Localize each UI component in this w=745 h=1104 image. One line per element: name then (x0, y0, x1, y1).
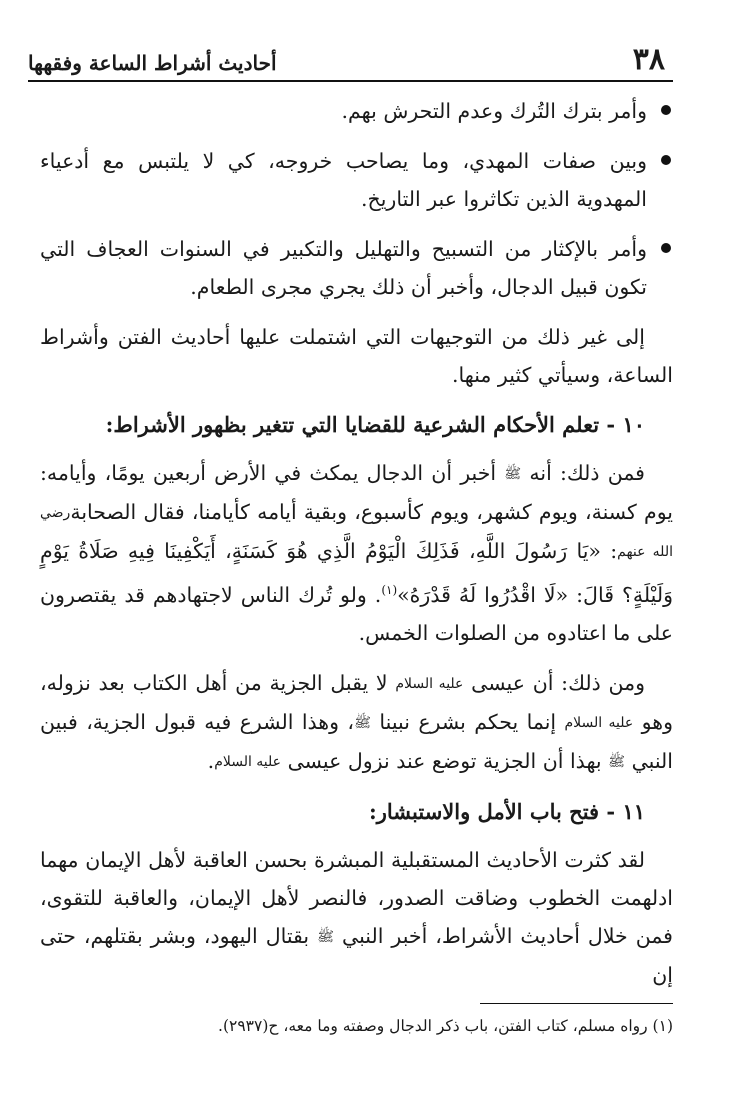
salawat-glyph: ﷺ (317, 928, 335, 945)
bullet-item: وأمر بالإكثار من التسبيح والتهليل والتكبير في السنوات العجاف التي تكون قبيل الدجال، وأخبر أن ذلك يجري مجرى الطعام. (40, 230, 647, 306)
page-number: ٣٨ (632, 42, 665, 77)
footnote: (١) رواه مسلم، كتاب الفتن، باب ذكر الدجال وصفته وما معه، ح(٢٩٣٧). (218, 1017, 673, 1035)
salawat-glyph: ﷺ (354, 714, 371, 731)
section-10-paragraph-1: فمن ذلك: أنه ﷺ أخبر أن الدجال يمكث في الأرض أربعين يومًا، وأيامه: يوم كسنة، ويوم كشهر، ويوم كأسبوع، وبقية أيامه كأيامنا، فقال الصحابةرضي الله عنهم: «يَا رَسُولَ اللَّهِ، فَذَلِكَ الْيَوْمُ الَّذِي هُوَ كَسَنَةٍ، أَيَكْفِينَا فِيهِ صَلَاةُ يَوْمٍ وَلَيْلَةٍ؟ قَالَ: «لَا اقْدُرُوا لَهُ قَدْرَهُ»$^{(١)}$. ولو تُرك الناس لاجتهادهم قد يقتصرون على ما اعتادوه من الصلوات الخمس. (40, 461, 673, 645)
alayhissalam-glyph: عليه السلام (214, 753, 282, 770)
intro-paragraph: إلى غير ذلك من التوجيهات التي اشتملت عليها أحاديث الفتن وأشراط الساعة، وسيأتي كثير منها. (40, 325, 673, 387)
footnote-marker: (١) (381, 583, 398, 597)
radiyallahu-glyph: رضي الله عنهم (40, 505, 673, 560)
bullet-item: وأمر بترك التُرك وعدم التحرش بهم. (40, 92, 647, 130)
section-11-paragraph-1: لقد كثرت الأحاديث المستقبلية المبشرة بحسن العاقبة لأهل الإيمان مهما ادلهمت الخطوب وضاقت الصدور، فالنصر لأهل الإيمان، والعاقبة للتقوى، فمن خلال أحاديث الأشراط، أخبر النبي ﷺ بقتال اليهود، وبشر بقتلهم، حتى إن (40, 847, 673, 987)
hadith-quote: «يَا رَسُولَ اللَّهِ، فَذَلِكَ الْيَوْمُ الَّذِي هُوَ كَسَنَةٍ، أَيَكْفِينَا فِيهِ صَلَاةُ يَوْمٍ وَلَيْلَةٍ؟ قَالَ: «لَا اقْدُرُوا لَهُ قَدْرَهُ» (40, 539, 673, 607)
section-10-heading: ١٠ - تعلم الأحكام الشرعية للقضايا التي تتغير بظهور الأشراط: (105, 412, 645, 437)
section-10-paragraph-2: ومن ذلك: أن عيسى عليه السلام لا يقبل الجزية من أهل الكتاب بعد نزوله، وهو عليه السلام إنما يحكم بشرع نبينا ﷺ، وهذا الشرع فيه قبول الجزية، فبين النبي ﷺ بهذا أن الجزية توضع عند نزول عيسى عليه السلام. (40, 670, 673, 773)
page-header (28, 40, 673, 82)
salawat-glyph: ﷺ (504, 466, 522, 482)
page-body (40, 92, 673, 1006)
bullet-list (40, 92, 673, 306)
salawat-glyph: ﷺ (608, 753, 626, 770)
section-11-heading: ١١ - فتح باب الأمل والاستبشار: (369, 798, 645, 824)
footnote-divider (480, 1003, 673, 1004)
bullet-dot-icon (661, 155, 671, 165)
running-title: أحاديث أشراط الساعة وفقهها (28, 51, 277, 75)
alayhissalam-glyph: عليه السلام (395, 675, 464, 692)
bullet-dot-icon (661, 243, 671, 253)
alayhissalam-glyph: عليه السلام (564, 714, 634, 731)
bullet-dot-icon (661, 105, 671, 115)
bullet-item: وبين صفات المهدي، وما يصاحب خروجه، كي لا يلتبس مع أدعياء المهدوية الذين تكاثروا عبر التاريخ. (40, 142, 647, 218)
